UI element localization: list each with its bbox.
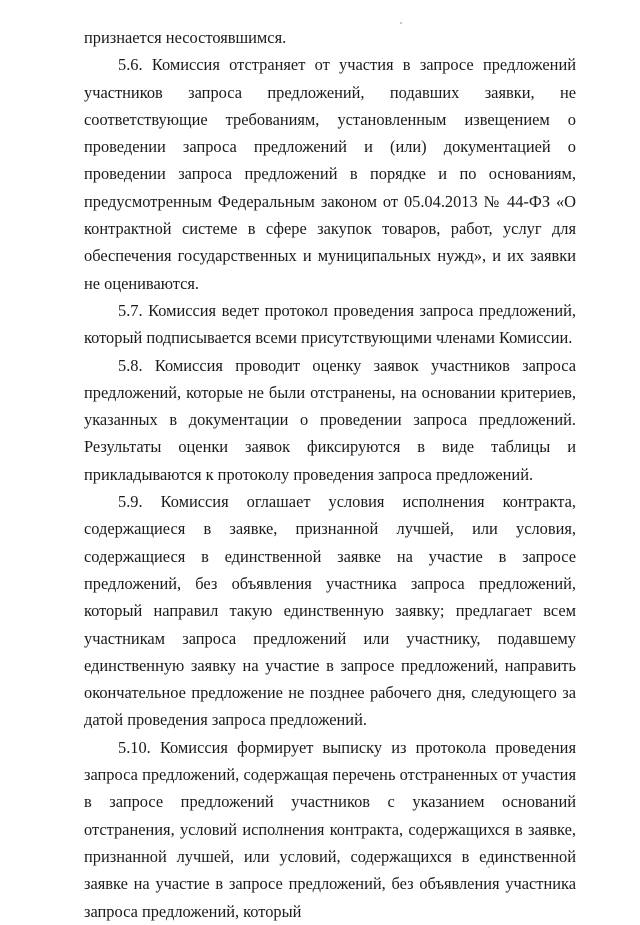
paragraph-5-7: 5.7. Комиссия ведет протокол проведения запроса предложений, который подписывается всеми присутствующими членами Комиссии. [84, 300, 576, 348]
paragraph-5-6: 5.6. Комиссия отстраняет от участия в запросе предложений участников запроса предложений, подавших заявки, не соответствующие требованиям, установленным извещением о проведении запроса предложений и (или) документацией о проведении запроса предложений в порядке и по основаниям, предусмотренным Федеральным законом от 05.04.2013 № 44-ФЗ «О контрактной системе в сфере закупок товаров, работ, услуг для обеспечения государственных и муниципальных нужд», и их заявки не оцениваются. [84, 55, 576, 293]
paragraph-continuation: признается несостоявшимся. [84, 28, 287, 47]
document-body [84, 24, 576, 925]
paragraph-5-8: 5.8. Комиссия проводит оценку заявок участников запроса предложений, которые не были отстранены, на основании критериев, указанных в документации о проведении запроса предложений. Результаты оценки заявок фиксируются в виде таблицы и прикладываются к протоколу проведения запроса предложений. [84, 355, 576, 484]
paragraph-5-10: 5.10. Комиссия формирует выписку из протокола проведения запроса предложений, содержащая перечень отстраненных от участия в запросе предложений участников с указанием оснований отстранения, условий исполнения контракта, содержащихся в заявке, признанной лучшей, или условий, содержащихся в единственной заявке на участие в запросе предложений, без объявления участника запроса предложений, который [84, 737, 576, 921]
paragraph-5-9: 5.9. Комиссия оглашает условия исполнения контракта, содержащиеся в заявке, признанной лучшей, или условия, содержащиеся в единственной заявке на участие в запросе предложений, без объявления участника запроса предложений, который направил такую единственную заявку; предлагает всем участникам запроса предложений или участнику, подавшему единственную заявку на участие в запросе предложений, направить окончательное предложение не позднее рабочего дня, следующего за датой проведения запроса предложений. [84, 492, 576, 730]
